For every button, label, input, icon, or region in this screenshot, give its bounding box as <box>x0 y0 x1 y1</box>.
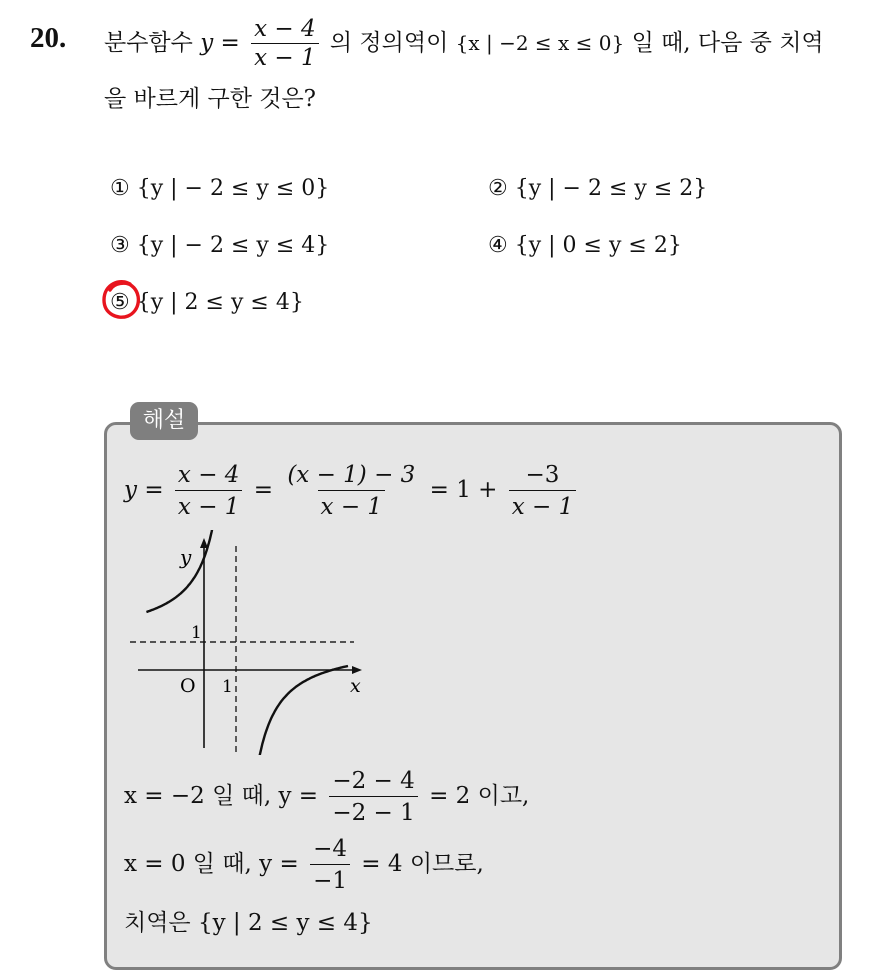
sol-eq-y: y <box>124 477 137 503</box>
y-axis-label: y <box>180 545 192 569</box>
option-2-text: {y | − 2 ≤ y ≤ 2} <box>514 176 708 201</box>
origin-label: O <box>180 675 196 697</box>
sol-line-a-suffix: = 2 이고, <box>429 783 530 809</box>
x-axis-arrow-icon <box>352 666 362 674</box>
solution-tag: 해설 <box>130 402 198 440</box>
option-1-marker: ① <box>110 176 130 201</box>
question-number: 20. <box>30 22 67 54</box>
option-1-text: {y | − 2 ≤ y ≤ 0} <box>136 176 330 201</box>
answer-circle-mark <box>100 278 144 322</box>
question-y-variable: y <box>200 30 214 56</box>
sol-eq-fraction-3-numerator: −3 <box>525 462 560 488</box>
sol-line-b-prefix: x = 0 일 때, y = <box>124 851 299 877</box>
option-3-text: {y | − 2 ≤ y ≤ 4} <box>136 233 330 258</box>
option-3[interactable] <box>110 233 329 258</box>
solution-equation-1 <box>124 462 580 520</box>
option-4[interactable] <box>488 233 682 258</box>
solution-line-b <box>124 836 484 894</box>
sol-line-a-fraction <box>329 768 417 826</box>
sol-line-b-denominator: −1 <box>310 864 350 894</box>
option-4-marker: ④ <box>488 233 508 258</box>
sol-line-a-numerator: −2 − 4 <box>332 768 415 794</box>
hyperbola-right-branch <box>247 666 348 755</box>
sol-line-a-denominator: −2 − 1 <box>329 796 417 826</box>
sol-eq-fraction-2-numerator: (x − 1) − 3 <box>287 462 416 488</box>
y-tick-label-1: 1 <box>191 623 202 643</box>
option-2-marker: ② <box>488 176 508 201</box>
sol-eq-fraction-1-numerator: x − 4 <box>177 462 240 488</box>
question-fraction-numerator: x − 4 <box>254 16 316 42</box>
question-domain-set: {x | −2 ≤ x ≤ 0} <box>455 31 625 55</box>
sol-eq-equals-3: = 1 + <box>429 477 498 503</box>
question-line-1 <box>104 18 824 70</box>
question-line-2: 을 바르게 구한 것은? <box>104 86 317 112</box>
hyperbola-left-branch <box>146 530 223 612</box>
sol-eq-equals-2: = <box>253 477 273 503</box>
sol-eq-fraction-1 <box>175 462 243 520</box>
question-equals: = <box>220 30 240 56</box>
option-1[interactable] <box>110 176 329 201</box>
question-prefix: 분수함수 <box>104 30 193 56</box>
graph-asymptotes <box>130 546 354 752</box>
sol-line-b-fraction <box>310 836 350 894</box>
option-5-marker: ⑤ <box>110 290 130 315</box>
x-tick-label-1: 1 <box>222 677 233 697</box>
sol-line-a-prefix: x = −2 일 때, y = <box>124 783 319 809</box>
sol-eq-fraction-2 <box>284 462 418 520</box>
option-5-text: {y | 2 ≤ y ≤ 4} <box>136 290 304 315</box>
question-middle-text: 의 정의역이 <box>329 30 449 56</box>
question-suffix: 일 때, 다음 중 치역 <box>631 30 824 56</box>
sol-eq-fraction-2-denominator: x − 1 <box>318 490 386 520</box>
question-fraction <box>251 18 319 70</box>
hyperbola-graph <box>120 530 370 755</box>
option-2[interactable] <box>488 176 707 201</box>
sol-eq-fraction-3-denominator: x − 1 <box>509 490 577 520</box>
sol-eq-equals-1: = <box>144 477 164 503</box>
question-fraction-denominator: x − 1 <box>251 43 319 70</box>
option-3-marker: ③ <box>110 233 130 258</box>
sol-eq-fraction-1-denominator: x − 1 <box>175 490 243 520</box>
sol-line-b-suffix: = 4 이므로, <box>361 851 484 877</box>
sol-eq-fraction-3 <box>509 462 577 520</box>
solution-line-a <box>124 768 529 826</box>
sol-line-b-numerator: −4 <box>313 836 347 862</box>
option-4-text: {y | 0 ≤ y ≤ 2} <box>514 233 682 258</box>
solution-line-c: 치역은 {y | 2 ≤ y ≤ 4} <box>124 910 373 936</box>
x-axis-label: x <box>350 675 361 697</box>
